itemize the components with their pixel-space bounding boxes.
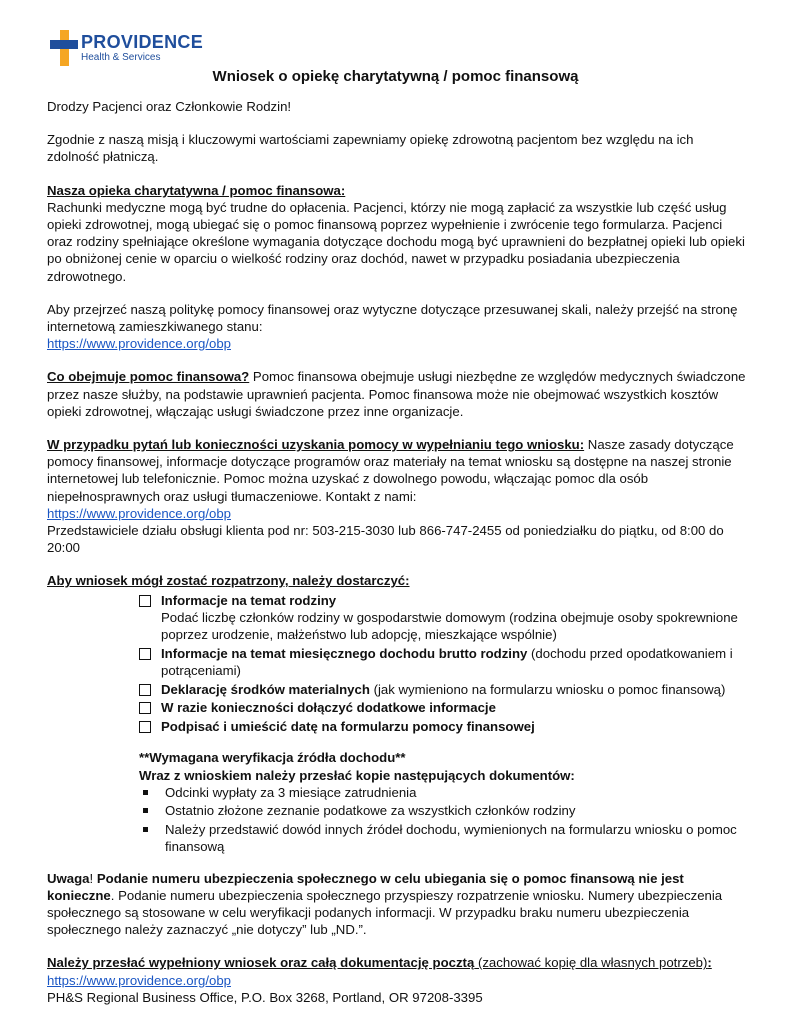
- item-rest: (dochodu przed opodatkowaniem i potrąceniami): [161, 645, 733, 678]
- checkbox[interactable]: [139, 721, 151, 733]
- checklist-item: [139, 718, 747, 735]
- help-body: Nasze zasady dotyczące pomocy finansowej, informacje dotyczące programów oraz materiały na temat wniosku są dostępne na naszej stronie internetowej lub telefonicznie. Pomoc można uzyskać z dowolnego powodu, włączając pomoc dla osób niepełnosprawnych oraz usługi tłumaczeniowe. Kontakt z nami:: [47, 437, 734, 504]
- item-bold: W razie konieczności dołączyć dodatkowe informacje: [161, 700, 496, 716]
- item-bold: Podpisać i umieścić datę na formularzu pomocy finansowej: [161, 719, 535, 735]
- provide-heading-row: [47, 572, 747, 589]
- page-title: Wniosek o opiekę charytatywną / pomoc finansową: [212, 68, 579, 85]
- document-body: [47, 98, 747, 1022]
- logo-name: PROVIDENCE: [81, 32, 204, 52]
- item-sub: Podać liczbę członków rodziny w gospodarstwie domowym (rodzina obejmuje osoby spokrewnione poprzez urodzenie, małżeństwo lub adopcję, mieszkające wspólnie): [161, 609, 738, 643]
- bullet-icon: [143, 808, 148, 813]
- item-bold: Deklarację środków materialnych: [161, 681, 370, 697]
- policy-section: [47, 301, 747, 353]
- checkbox[interactable]: [139, 684, 151, 696]
- bullet-text: Należy przedstawić dowód innych źródeł dochodu, wymienionych na formularzu wniosku o pomoc finansową: [165, 822, 737, 855]
- policy-link[interactable]: https://www.providence.org/obp: [47, 336, 231, 352]
- note-bang: !: [89, 870, 97, 886]
- list-item: [139, 821, 747, 855]
- send-heading: Należy przesłać wypełniony wniosek oraz całą dokumentację pocztą: [47, 955, 475, 971]
- item-rest: (jak wymieniono na formularzu wniosku o pomoc finansową): [369, 681, 726, 697]
- send-link[interactable]: https://www.providence.org/obp: [47, 972, 231, 988]
- greeting: Drodzy Pacjenci oraz Członkowie Rodzin!: [47, 99, 292, 114]
- checkbox[interactable]: [139, 648, 151, 660]
- verification-section: [139, 749, 747, 855]
- charity-section: [47, 182, 747, 285]
- coverage-section: [47, 368, 747, 420]
- provide-heading: Aby wniosek mógł zostać rozpatrzony, należy dostarczyć:: [47, 573, 410, 589]
- item-bold: Informacje na temat rodziny: [161, 592, 337, 608]
- note-bold: Podanie numeru ubezpieczenia społecznego w celu ubiegania się o pomoc finansową nie jest konieczne: [47, 870, 684, 903]
- cross-logo-icon: [50, 30, 78, 66]
- help-link[interactable]: https://www.providence.org/obp: [47, 505, 231, 521]
- checklist-item: [139, 645, 747, 679]
- bullet-text: Odcinki wypłaty za 3 miesiące zatrudnienia: [165, 784, 417, 800]
- help-phone: Przedstawiciele działu obsługi klienta pod nr: 503-215-3030 lub 866-747-2455 od poniedziałku do piątku, od 8:00 do 20:00: [47, 523, 724, 556]
- checkbox[interactable]: [139, 702, 151, 714]
- charity-heading: Nasza opieka charytatywna / pomoc finansowa:: [47, 182, 346, 198]
- note-label: Uwaga: [47, 870, 90, 886]
- verification-heading: **Wymagana weryfikacja źródła dochodu**: [139, 750, 406, 766]
- bullet-icon: [143, 790, 148, 795]
- send-colon: :: [707, 955, 712, 971]
- coverage-heading: Co obejmuje pomoc finansowa?: [47, 369, 250, 385]
- policy-text: Aby przejrzeć naszą politykę pomocy finansowej oraz wytyczne dotyczące przesuwanej skali, należy przejść na stronę internetową zamieszkiwanego stanu:: [47, 301, 738, 335]
- charity-body: Rachunki medyczne mogą być trudne do opłacenia. Pacjenci, którzy nie mogą zapłacić za wszystkie lub część usług opieki zdrowotnej, mogą ubiegać się o pomoc finansową poprzez wypełnienie i zwrócenie tego formularza. Pacjenci oraz rodziny spełniające określone wymagania dotyczące dochodu mogą być uprawnieni do bezpłatnej opieki lub opieki po obniżonej cenie w oparciu o wielkość rodziny oraz dochód, nawet w przypadku posiadania ubezpieczenia zdrowotnego.: [47, 199, 745, 284]
- item-bold: Informacje na temat miesięcznego dochodu brutto rodziny: [161, 645, 528, 661]
- checklist-item: [139, 699, 747, 716]
- send-address: PH&S Regional Business Office, P.O. Box 3268, Portland, OR 97208-3395: [47, 989, 483, 1005]
- help-section: [47, 436, 747, 556]
- checklist-item: [139, 592, 747, 644]
- bullet-icon: [143, 827, 148, 832]
- provide-checklist: [139, 592, 747, 736]
- note-section: [47, 870, 747, 939]
- help-heading: W przypadku pytań lub konieczności uzyskania pomocy w wypełnianiu tego wniosku:: [47, 437, 585, 453]
- send-paren: (zachować kopię dla własnych potrzeb): [474, 955, 708, 971]
- list-item: [139, 784, 747, 801]
- checklist-item: [139, 681, 747, 698]
- logo-subtitle: Health & Services: [81, 52, 161, 63]
- coverage-body: Pomoc finansowa obejmuje usługi niezbędne ze względów medycznych świadczone przez nasze służby, na podstawie uprawnień pacjenta. Pomoc finansowa może nie obejmować wszystkich kosztów opieki zdrowotnej, włączając usługi świadczone przez inne organizacje.: [47, 369, 746, 419]
- checkbox[interactable]: [139, 595, 151, 607]
- bullet-text: Ostatnio złożone zeznanie podatkowe za wszystkich członków rodziny: [165, 803, 576, 819]
- intro-paragraph: Zgodnie z naszą misją i kluczowymi wartościami zapewniamy opiekę zdrowotną pacjentom bez względu na ich zdolność płatniczą.: [47, 132, 694, 165]
- note-rest: . Podanie numeru ubezpieczenia społecznego przyspieszy rozpatrzenie wniosku. Numery ubezpieczenia społecznego są stosowane w celu weryfikacji podanych informacji. W przypadku braku numeru ubezpieczenia społecznego należy zaznaczyć „nie dotyczy” lub „ND.”.: [47, 887, 723, 938]
- providence-logo: [50, 30, 203, 66]
- list-item: [139, 802, 747, 819]
- send-section: [47, 954, 747, 1006]
- verification-subheading: Wraz z wnioskiem należy przesłać kopie następujących dokumentów:: [139, 767, 575, 783]
